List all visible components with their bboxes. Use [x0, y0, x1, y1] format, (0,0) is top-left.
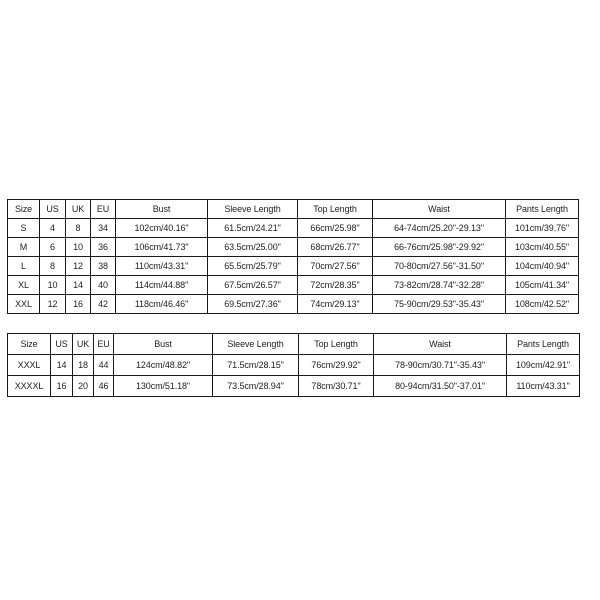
column-header-eu: EU — [91, 200, 116, 219]
cell-top-length: 76cm/29.92" — [299, 355, 374, 376]
column-header-uk: UK — [66, 200, 91, 219]
column-header-sleeve-length: Sleeve Length — [208, 200, 298, 219]
cell-uk: 14 — [66, 276, 91, 295]
cell-size: L — [8, 257, 40, 276]
cell-us: 14 — [51, 355, 73, 376]
cell-bust: 114cm/44.88" — [116, 276, 208, 295]
cell-eu: 34 — [91, 219, 116, 238]
table-row — [8, 238, 579, 257]
table-row — [8, 257, 579, 276]
cell-size: M — [8, 238, 40, 257]
column-header-pants-length: Pants Length — [507, 334, 580, 355]
cell-size: XXXL — [8, 355, 51, 376]
column-header-size: Size — [8, 200, 40, 219]
cell-sleeve-length: 69.5cm/27.36" — [208, 295, 298, 314]
size-chart-table-2 — [7, 333, 580, 397]
cell-top-length: 72cm/28.35" — [298, 276, 373, 295]
cell-eu: 46 — [94, 376, 114, 397]
cell-eu: 36 — [91, 238, 116, 257]
cell-top-length: 70cm/27.56" — [298, 257, 373, 276]
header-row — [8, 200, 579, 219]
cell-top-length: 74cm/29.13" — [298, 295, 373, 314]
size-chart-table-1-body — [8, 200, 579, 314]
cell-sleeve-length: 63.5cm/25.00" — [208, 238, 298, 257]
cell-size: XXL — [8, 295, 40, 314]
cell-uk: 18 — [73, 355, 94, 376]
cell-top-length: 78cm/30.71" — [299, 376, 374, 397]
cell-top-length: 66cm/25.98" — [298, 219, 373, 238]
cell-bust: 102cm/40.16" — [116, 219, 208, 238]
cell-sleeve-length: 73.5cm/28.94" — [213, 376, 299, 397]
cell-size: S — [8, 219, 40, 238]
cell-bust: 124cm/48.82" — [114, 355, 213, 376]
cell-waist: 66-76cm/25.98"-29.92" — [373, 238, 506, 257]
size-chart-table-1 — [7, 199, 579, 314]
header-row — [8, 334, 580, 355]
cell-sleeve-length: 61.5cm/24.21" — [208, 219, 298, 238]
cell-us: 12 — [40, 295, 66, 314]
cell-eu: 40 — [91, 276, 116, 295]
column-header-waist: Waist — [374, 334, 507, 355]
cell-eu: 42 — [91, 295, 116, 314]
size-chart-table-2-body — [8, 334, 580, 397]
column-header-top-length: Top Length — [298, 200, 373, 219]
column-header-waist: Waist — [373, 200, 506, 219]
column-header-us: US — [51, 334, 73, 355]
cell-waist: 80-94cm/31.50"-37.01" — [374, 376, 507, 397]
column-header-sleeve-length: Sleeve Length — [213, 334, 299, 355]
cell-pants-length: 103cm/40.55" — [506, 238, 579, 257]
column-header-size: Size — [8, 334, 51, 355]
column-header-us: US — [40, 200, 66, 219]
cell-size: XL — [8, 276, 40, 295]
table-row — [8, 376, 580, 397]
column-header-bust: Bust — [114, 334, 213, 355]
cell-waist: 73-82cm/28.74"-32.28" — [373, 276, 506, 295]
cell-us: 4 — [40, 219, 66, 238]
cell-pants-length: 104cm/40.94" — [506, 257, 579, 276]
cell-waist: 64-74cm/25.20"-29.13" — [373, 219, 506, 238]
cell-sleeve-length: 71.5cm/28.15" — [213, 355, 299, 376]
column-header-bust: Bust — [116, 200, 208, 219]
cell-us: 6 — [40, 238, 66, 257]
cell-waist: 70-80cm/27.56"-31.50" — [373, 257, 506, 276]
cell-sleeve-length: 67.5cm/26.57" — [208, 276, 298, 295]
cell-bust: 130cm/51.18" — [114, 376, 213, 397]
cell-us: 16 — [51, 376, 73, 397]
cell-bust: 118cm/46.46" — [116, 295, 208, 314]
cell-us: 10 — [40, 276, 66, 295]
table-row — [8, 276, 579, 295]
cell-pants-length: 108cm/42.52" — [506, 295, 579, 314]
cell-pants-length: 105cm/41.34" — [506, 276, 579, 295]
cell-eu: 38 — [91, 257, 116, 276]
cell-bust: 110cm/43.31" — [116, 257, 208, 276]
column-header-top-length: Top Length — [299, 334, 374, 355]
cell-sleeve-length: 65.5cm/25.79" — [208, 257, 298, 276]
cell-waist: 75-90cm/29.53"-35.43" — [373, 295, 506, 314]
cell-pants-length: 101cm/39.76" — [506, 219, 579, 238]
cell-size: XXXXL — [8, 376, 51, 397]
cell-uk: 20 — [73, 376, 94, 397]
cell-pants-length: 110cm/43.31" — [507, 376, 580, 397]
cell-top-length: 68cm/26.77" — [298, 238, 373, 257]
table-row — [8, 219, 579, 238]
cell-eu: 44 — [94, 355, 114, 376]
cell-uk: 8 — [66, 219, 91, 238]
column-header-pants-length: Pants Length — [506, 200, 579, 219]
cell-uk: 10 — [66, 238, 91, 257]
table-row — [8, 295, 579, 314]
cell-bust: 106cm/41.73" — [116, 238, 208, 257]
cell-uk: 12 — [66, 257, 91, 276]
table-row — [8, 355, 580, 376]
cell-waist: 78-90cm/30.71"-35.43" — [374, 355, 507, 376]
cell-pants-length: 109cm/42.91" — [507, 355, 580, 376]
cell-uk: 16 — [66, 295, 91, 314]
column-header-uk: UK — [73, 334, 94, 355]
cell-us: 8 — [40, 257, 66, 276]
column-header-eu: EU — [94, 334, 114, 355]
